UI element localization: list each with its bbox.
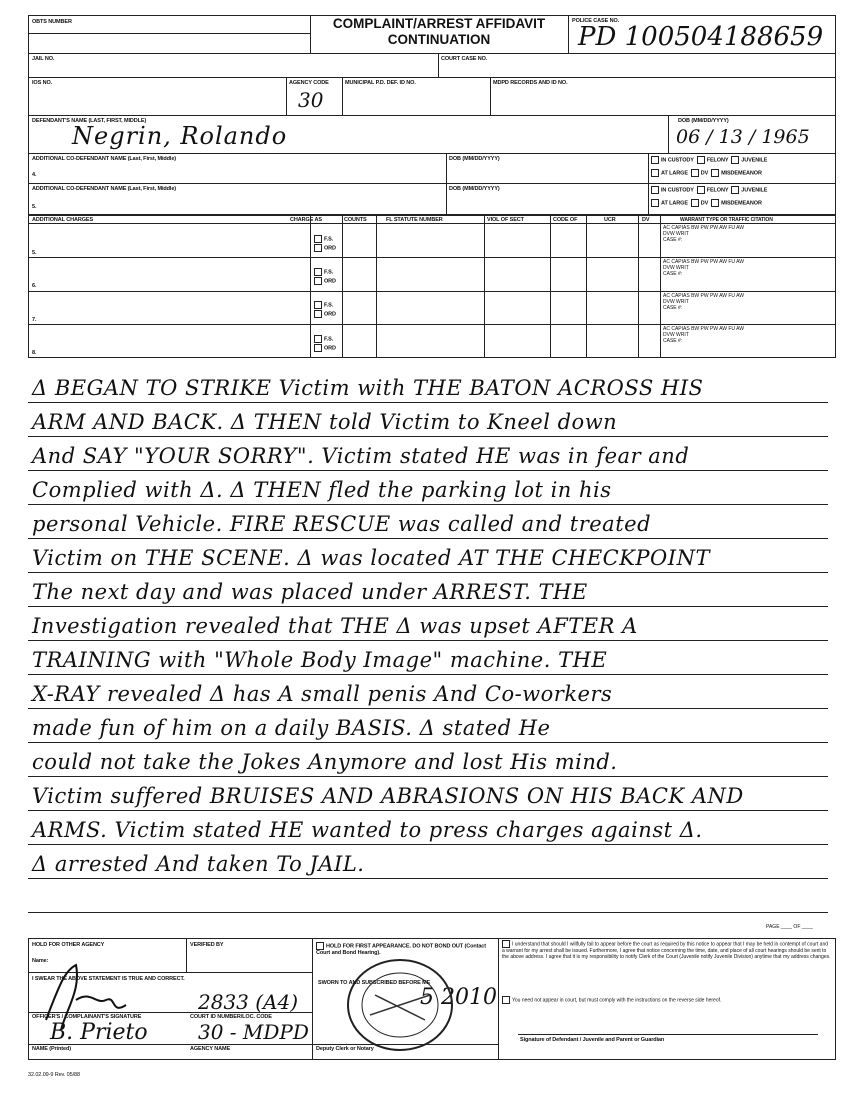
charges-col-1: ADDITIONAL CHARGES bbox=[32, 217, 94, 223]
narrative-line: Δ BEGAN TO STRIKE Victim with THE BATON ACROSS HIS bbox=[28, 370, 828, 403]
charges-col-9: WARRANT TYPE OR TRAFFIC CITATION bbox=[680, 217, 773, 223]
agency-name-value: 30 - MDPD bbox=[198, 1020, 309, 1044]
codefendant-4-num: 4. bbox=[32, 172, 37, 178]
codefendant-5-label: ADDITIONAL CO-DEFENDANT NAME (Last, First, Middle) bbox=[32, 186, 177, 192]
charge-as-8: F.S. ORD bbox=[314, 335, 336, 354]
charge-row-7: 7. bbox=[32, 317, 37, 323]
checkbox[interactable] bbox=[691, 199, 699, 207]
defendant-signature-label: Signature of Defendant / Juvenile and Parent or Guardian bbox=[520, 1037, 665, 1043]
stamp-date: 5 2010 bbox=[420, 985, 497, 1010]
checkbox[interactable] bbox=[711, 169, 719, 177]
warrant-8: AC CAPIAS BW PW PW AW FU AW DVW WRIT CASE #: bbox=[663, 326, 745, 344]
checkbox[interactable] bbox=[651, 156, 659, 164]
warrant-6: AC CAPIAS BW PW PW AW FU AW DVW WRIT CASE #: bbox=[663, 259, 745, 277]
checkbox[interactable] bbox=[697, 186, 705, 194]
charges-col-7: UCR bbox=[604, 217, 616, 223]
checkbox[interactable] bbox=[711, 199, 719, 207]
charges-col-6: CODE OF bbox=[553, 217, 578, 223]
status-row-4: AT LARGE DV MISDEMEANOR bbox=[651, 199, 762, 207]
officer-printed-name: B. Prieto bbox=[50, 1020, 148, 1045]
charge-row-6: 6. bbox=[32, 283, 37, 289]
court-id-label: COURT ID NUMBER/LOC. CODE bbox=[190, 1014, 272, 1020]
narrative-line: could not take the Jokes Anymore and lost His mind. bbox=[28, 744, 828, 777]
codefendant-4-dob: DOB (MM/DD/YYYY) bbox=[449, 156, 500, 162]
checkbox[interactable] bbox=[502, 996, 510, 1004]
agency-code-value: 30 bbox=[298, 88, 324, 112]
charge-as-6: F.S. ORD bbox=[314, 268, 336, 287]
agency-name-label: AGENCY NAME bbox=[190, 1046, 231, 1052]
jail-label: JAIL NO. bbox=[32, 56, 55, 62]
narrative-line: ARMS. Victim stated HE wanted to press charges against Δ. bbox=[28, 812, 828, 845]
court-seal-stamp bbox=[340, 955, 460, 1055]
police-case-label: POLICE CASE NO. bbox=[572, 18, 620, 24]
hold-bond-label: HOLD FOR FIRST APPEARANCE. DO NOT BOND OUT (Contact Court and Bond Hearing). bbox=[316, 943, 486, 956]
codefendant-4-label: ADDITIONAL CO-DEFENDANT NAME (Last, First, Middle) bbox=[32, 156, 177, 162]
no-appear-notice: You need not appear in court, but must comply with the instructions on the reverse side hereof. bbox=[502, 996, 832, 1004]
charge-row-8: 8. bbox=[32, 350, 37, 356]
charges-col-5: VIOL OF SECT bbox=[487, 217, 524, 223]
narrative-line: made fun of him on a daily BASIS. Δ stated He bbox=[28, 710, 828, 743]
narrative-line: Victim suffered BRUISES AND ABRASIONS ON HIS BACK AND bbox=[28, 778, 828, 811]
charge-as-5: F.S. ORD bbox=[314, 235, 336, 254]
appear-notice: I understand that should I willfully fail to appear before the court as required by this notice to appear that I may be held in contempt of court and a warrant for my arrest shall be issued. Furthermore, I agree that notice concerning the time, date, and place of all court hearings should be sent to the above address. I agree that it is my responsibility to notify Clerk of the Court (Juvenile notify Juvenile Division) anytime that my address changes. bbox=[502, 941, 831, 960]
narrative-line-blank bbox=[28, 880, 828, 913]
checkbox[interactable] bbox=[651, 169, 659, 177]
page-counter: PAGE ____ OF ____ bbox=[766, 924, 813, 930]
checkbox[interactable] bbox=[691, 169, 699, 177]
checkbox[interactable] bbox=[651, 199, 659, 207]
municipal-label: MUNICIPAL P.D. DEF. ID NO. bbox=[345, 80, 416, 86]
swear-label: I SWEAR THE ABOVE STATEMENT IS TRUE AND CORRECT. bbox=[32, 976, 185, 982]
narrative-line: And SAY "YOUR SORRY". Victim stated HE was in fear and bbox=[28, 438, 828, 471]
narrative-line: Complied with Δ. Δ THEN fled the parking lot in his bbox=[28, 472, 828, 505]
court-case-label: COURT CASE NO. bbox=[441, 56, 488, 62]
mdpd-label: MDPD RECORDS AND ID NO. bbox=[493, 80, 568, 86]
police-case-number: PD 100504188659 bbox=[578, 22, 824, 52]
defendant-name: Negrin, Rolando bbox=[72, 122, 288, 150]
status-row-3: IN CUSTODY FELONY JUVENILE bbox=[651, 186, 767, 194]
narrative-line: TRAINING with "Whole Body Image" machine. THE bbox=[28, 642, 828, 675]
narrative-line: Investigation revealed that THE Δ was upset AFTER A bbox=[28, 608, 828, 641]
charges-col-3: COUNTS bbox=[344, 217, 367, 223]
codefendant-5-dob: DOB (MM/DD/YYYY) bbox=[449, 186, 500, 192]
codefendant-5-num: 5. bbox=[32, 204, 37, 210]
officer-signature-label: OFFICER'S / COMPLAINANT'S SIGNATURE bbox=[32, 1014, 142, 1020]
charges-col-8: DV bbox=[642, 217, 650, 223]
status-row-1: IN CUSTODY FELONY JUVENILE bbox=[651, 156, 767, 164]
checkbox[interactable] bbox=[316, 942, 324, 950]
sworn-label: SWORN TO AND SUBSCRIBED BEFORE ME bbox=[318, 980, 431, 986]
charge-row-5: 5. bbox=[32, 250, 37, 256]
form-title: COMPLAINT/ARREST AFFIDAVIT CONTINUATION bbox=[332, 16, 546, 47]
hold-name-label: Name: bbox=[32, 958, 49, 964]
warrant-5: AC CAPIAS BW PW PW AW FU AW DVW WRIT CASE #: bbox=[663, 225, 745, 243]
narrative-line: personal Vehicle. FIRE RESCUE was called and treated bbox=[28, 506, 828, 539]
checkbox[interactable] bbox=[502, 940, 510, 948]
warrant-7: AC CAPIAS BW PW PW AW FU AW DVW WRIT CASE #: bbox=[663, 293, 745, 311]
dob-value: 06 / 13 / 1965 bbox=[676, 126, 810, 148]
narrative-line: X-RAY revealed Δ has A small penis And Co-workers bbox=[28, 676, 828, 709]
obts-label: OBTS NUMBER bbox=[32, 19, 72, 25]
officer-signature-scribble bbox=[36, 960, 176, 1040]
ios-label: IOS NO. bbox=[32, 80, 53, 86]
checkbox[interactable] bbox=[731, 156, 739, 164]
checkbox[interactable] bbox=[651, 186, 659, 194]
name-printed-label: NAME (Printed) bbox=[32, 1046, 71, 1052]
charges-col-4: FL STATUTE NUMBER bbox=[386, 217, 443, 223]
agency-code-label: AGENCY CODE bbox=[289, 80, 329, 86]
deputy-clerk-label: Deputy Clerk or Notary bbox=[316, 1046, 374, 1052]
charges-col-2: CHARGE AS bbox=[290, 217, 322, 223]
form-number: 32.02.09-9 Rev. 05/88 bbox=[28, 1072, 80, 1078]
dob-label: DOB (MM/DD/YYYY) bbox=[678, 118, 729, 124]
hold-other-agency-label: HOLD FOR OTHER AGENCY bbox=[32, 942, 105, 948]
verified-label: VERIFIED BY bbox=[190, 942, 224, 948]
status-row-2: AT LARGE DV MISDEMEANOR bbox=[651, 169, 762, 177]
narrative-line: ARM AND BACK. Δ THEN told Victim to Kneel down bbox=[28, 404, 828, 437]
defendant-label: DEFENDANT'S NAME (LAST, FIRST, MIDDLE) bbox=[32, 118, 147, 124]
narrative-line: Victim on THE SCENE. Δ was located AT THE CHECKPOINT bbox=[28, 540, 828, 573]
court-id-value: 2833 (A4) bbox=[198, 990, 299, 1014]
charge-as-7: F.S. ORD bbox=[314, 301, 336, 320]
narrative-line: The next day and was placed under ARREST. THE bbox=[28, 574, 828, 607]
checkbox[interactable] bbox=[731, 186, 739, 194]
narrative-line: Δ arrested And taken To JAIL. bbox=[28, 846, 828, 879]
checkbox[interactable] bbox=[697, 156, 705, 164]
